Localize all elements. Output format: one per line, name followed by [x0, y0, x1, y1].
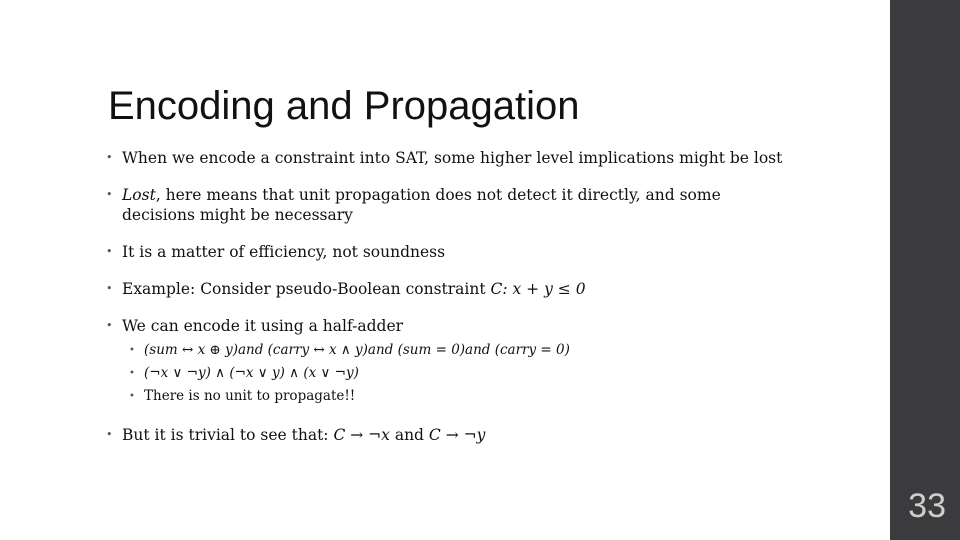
bullet-text: But it is trivial to see that:: [122, 426, 334, 444]
slide-content: [106, 148, 786, 462]
math-expression: (¬x ∨ ¬y) ∧ (¬x ∨ y) ∧ (x ∨ ¬y): [144, 365, 359, 381]
sub-bullet-item: [122, 385, 786, 408]
bullet-item: [106, 279, 786, 299]
bullet-item: [106, 425, 786, 445]
math-expression: C → ¬x: [333, 426, 390, 444]
bullet-item: [106, 242, 786, 262]
slide-title: Encoding and Propagation: [108, 84, 580, 128]
bullet-text: We can encode it using a half-adder: [122, 317, 404, 335]
bullet-emphasis: Lost: [122, 186, 156, 204]
bullet-list: [106, 148, 786, 445]
sub-bullet-text: There is no unit to propagate!!: [144, 388, 356, 404]
bullet-text: When we encode a constraint into SAT, some higher level implications might be lost: [122, 149, 783, 167]
bullet-item: [106, 185, 786, 225]
math-expression: (sum ↔ x ⊕ y)and (carry ↔ x ∧ y)and (sum = 0)and (carry = 0): [144, 342, 570, 358]
bullet-text: It is a matter of efficiency, not soundness: [122, 243, 446, 261]
bullet-item: [106, 316, 786, 408]
sub-bullet-item: [122, 339, 786, 362]
math-expression: C: x + y ≤ 0: [490, 280, 586, 298]
bullet-joiner: and: [389, 426, 429, 444]
math-expression: C → ¬y: [428, 426, 486, 444]
sub-bullet-item: [122, 362, 786, 385]
bullet-text: Example: Consider pseudo-Boolean constraint: [122, 280, 491, 298]
bullet-text: , here means that unit propagation does not detect it directly, and some decisions might be necessary: [122, 186, 721, 224]
side-bar: [890, 0, 960, 540]
sub-bullet-list: [122, 339, 786, 408]
page-number: 33: [908, 487, 946, 525]
bullet-item: [106, 148, 786, 168]
